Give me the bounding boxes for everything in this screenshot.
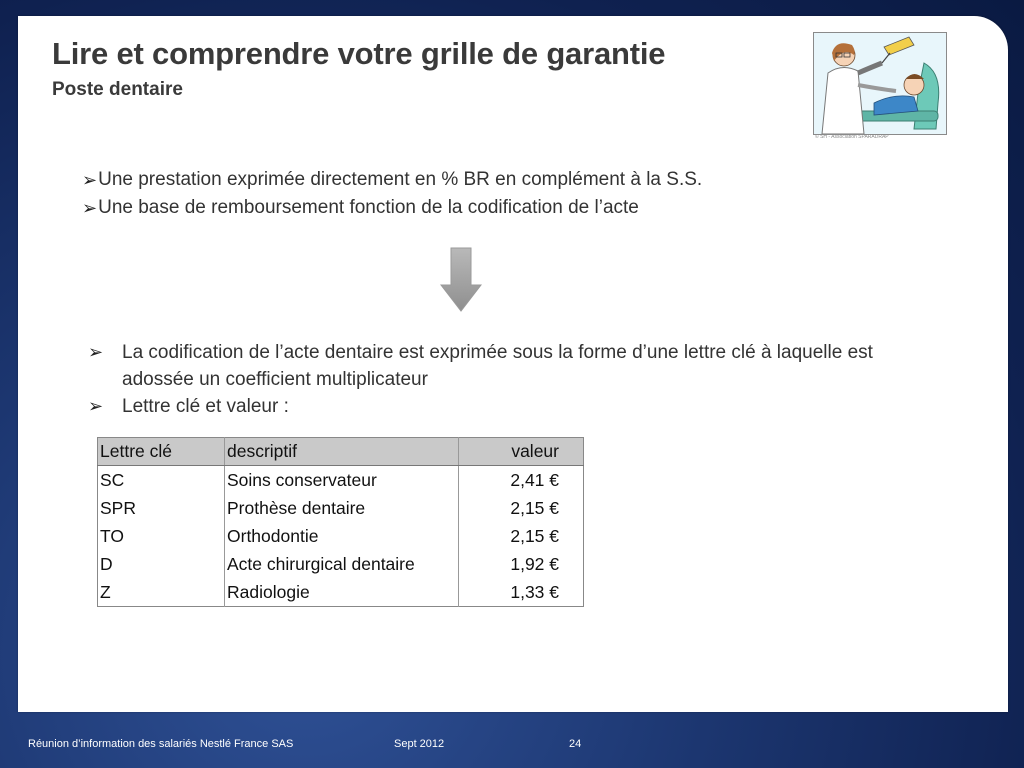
table-row bbox=[98, 494, 584, 522]
cell-value: 2,41 € bbox=[510, 469, 559, 490]
arrow-bullet-icon: ➢ bbox=[88, 396, 104, 416]
cell-letter: D bbox=[98, 550, 225, 578]
slide-title: Lire et comprendre votre grille de garantie bbox=[52, 36, 666, 71]
cell-description: Acte chirurgical dentaire bbox=[225, 550, 459, 578]
column-header-value: valeur bbox=[459, 438, 584, 466]
cell-value: 1,92 € bbox=[510, 553, 559, 574]
cell-value: 1,33 € bbox=[510, 581, 559, 602]
bullet-list-mid bbox=[88, 339, 918, 420]
bullet-item bbox=[82, 194, 702, 222]
arrow-bullet-icon: ➢ bbox=[88, 342, 104, 362]
dentist-scene-icon bbox=[814, 33, 946, 134]
bullet-text: Une prestation exprimée directement en % BR en complément à la S.S. bbox=[98, 169, 703, 190]
bullet-item bbox=[82, 166, 702, 194]
cell-description: Prothèse dentaire bbox=[225, 494, 459, 522]
letter-key-table bbox=[97, 437, 584, 607]
bullet-list-top bbox=[82, 166, 702, 222]
table-row bbox=[98, 466, 584, 495]
column-header-description: descriptif bbox=[225, 438, 459, 466]
cell-value: 2,15 € bbox=[510, 525, 559, 546]
table-row bbox=[98, 522, 584, 550]
table-header-row bbox=[98, 438, 584, 466]
footer-organization: Réunion d’information des salariés Nestlé France SAS bbox=[28, 738, 294, 750]
cell-letter: SPR bbox=[98, 494, 225, 522]
bullet-text: Une base de remboursement fonction de la codification de l’acte bbox=[98, 197, 639, 218]
footer-date: Sept 2012 bbox=[394, 738, 445, 750]
arrow-bullet-icon: ➢ bbox=[82, 170, 98, 190]
cell-value: 2,15 € bbox=[510, 497, 559, 518]
table-row bbox=[98, 550, 584, 578]
bullet-text: Lettre clé et valeur : bbox=[122, 396, 289, 417]
bullet-item bbox=[88, 393, 918, 420]
cell-description: Soins conservateur bbox=[225, 466, 459, 495]
illustration-credit: © SH - Association SPARADRAP bbox=[815, 134, 889, 140]
cell-description: Orthodontie bbox=[225, 522, 459, 550]
footer-page-number: 24 bbox=[569, 738, 582, 750]
bullet-item bbox=[88, 339, 918, 393]
arrow-bullet-icon: ➢ bbox=[82, 198, 98, 218]
bullet-text: La codification de l’acte dentaire est exprimée sous la forme d’une lettre clé à laquelle est adossée un coefficient multiplicateur bbox=[122, 342, 873, 390]
cell-letter: Z bbox=[98, 578, 225, 607]
dentist-illustration bbox=[813, 32, 947, 135]
cell-description: Radiologie bbox=[225, 578, 459, 607]
cell-letter: TO bbox=[98, 522, 225, 550]
slide-subtitle: Poste dentaire bbox=[52, 79, 183, 100]
cell-letter: SC bbox=[98, 466, 225, 495]
column-header-letter: Lettre clé bbox=[98, 438, 225, 466]
down-arrow-icon bbox=[440, 247, 482, 318]
table-row bbox=[98, 578, 584, 607]
